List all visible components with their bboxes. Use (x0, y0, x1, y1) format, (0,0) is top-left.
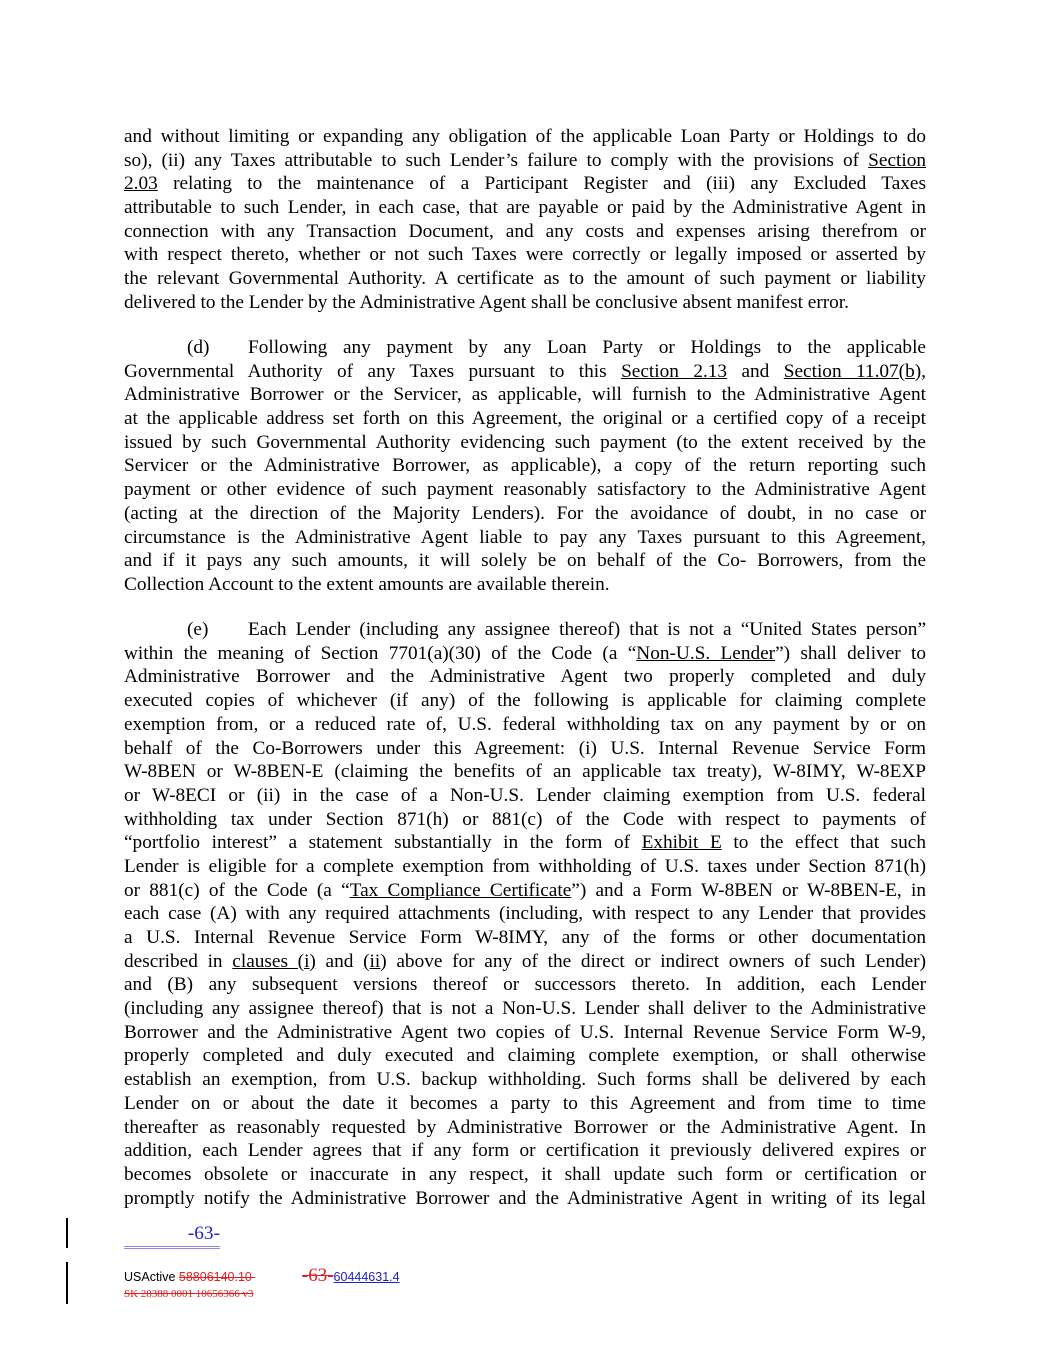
cross-reference: Tax Compliance Certificate (349, 879, 572, 901)
text-segment: the relevant Governmental Authority. A certificate as to the amount of such payment or liability (124, 268, 926, 290)
text-line (124, 1163, 926, 1187)
text-line (124, 1021, 926, 1045)
paragraph (124, 618, 926, 1210)
deleted-doc-id: 58806140.10 (178, 1270, 252, 1284)
cross-reference: Section 2.13 (621, 360, 728, 382)
text-line (124, 926, 926, 950)
text-segment: establish an exemption, from U.S. backup withholding. Such forms shall be delivered by each (124, 1069, 926, 1091)
text-segment: and (315, 950, 364, 972)
cross-reference: Section 11.07(b) (783, 360, 922, 382)
text-line (124, 1044, 926, 1068)
text-segment: delivered to the Lender by the Administrative Agent shall be conclusive absent manifest error. (124, 291, 849, 313)
text-segment: so), (ii) any Taxes attributable to such Lender’s failure to comply with the provisions of (124, 149, 869, 171)
cross-reference: (ii) (363, 950, 387, 972)
cross-reference: clauses (i) (232, 950, 316, 972)
cross-reference: 2.03 (124, 173, 158, 195)
text-line (124, 125, 926, 149)
text-segment: Lender (including any assignee thereof) that is not a “United States person” (286, 619, 926, 641)
text-line (124, 243, 926, 267)
text-segment: promptly notify the Administrative Borrower and the Administrative Agent in writing of its legal (124, 1187, 926, 1209)
text-line (124, 526, 926, 550)
text-segment: and (B) any subsequent versions thereof or successors thereto. In addition, each Lender (124, 974, 926, 996)
text-line (124, 573, 926, 597)
text-segment: Collection Account to the extent amounts are available therein. (124, 573, 610, 595)
text-line (124, 855, 926, 879)
text-segment: ”) and a Form W-8BEN or W-8BEN-E, in (571, 879, 926, 901)
text-segment: (acting at the direction of the Majority Lenders). For the avoidance of doubt, in no case or (124, 502, 926, 524)
text-line (124, 713, 926, 737)
text-line (124, 665, 926, 689)
text-segment: Following (248, 337, 328, 358)
text-segment: , (921, 360, 926, 382)
deleted-spacer (252, 1270, 302, 1284)
text-segment: each case (A) with any required attachments (including, with respect to any Lender that provides (124, 903, 926, 925)
page-number: -63- (124, 1222, 220, 1249)
text-segment: and (727, 360, 784, 382)
text-line (124, 879, 926, 903)
text-segment: relating to the maintenance of a Participant Register and (iii) any Excluded Taxes (157, 173, 926, 195)
text-line (124, 267, 926, 291)
text-segment: and without limiting or expanding any obligation of the applicable Loan Party or Holdings to do (124, 126, 926, 147)
text-line (124, 291, 926, 315)
doc-prefix: USActive (124, 1270, 179, 1284)
text-line (124, 737, 926, 761)
text-segment: properly completed and duly executed and claiming complete exemption, or shall otherwise (124, 1045, 926, 1067)
text-segment: ”) shall deliver to (775, 642, 926, 664)
text-line (124, 196, 926, 220)
footer-doc-id (124, 1265, 400, 1287)
text-line (124, 784, 926, 808)
text-line (124, 831, 926, 855)
text-segment: executed copies of whichever (if any) of the following is applicable for claiming complete (124, 690, 926, 712)
text-segment: Each (248, 619, 287, 641)
cross-reference: Non-U.S. Lender (636, 642, 776, 664)
deleted-page-number: -63- (301, 1265, 334, 1286)
change-bar (66, 1218, 68, 1248)
text-segment: attributable to such Lender, in each case, that are payable or paid by the Administrative Agent in (124, 197, 926, 219)
text-line (124, 407, 926, 431)
text-line (124, 549, 926, 573)
text-line (124, 808, 926, 832)
text-segment: to the effect that such (721, 832, 927, 854)
text-segment: circumstance is the Administrative Agent liable to pay any Taxes pursuant to this Agreement, (124, 526, 926, 548)
text-segment: Governmental Authority of any Taxes pursuant to this (124, 360, 622, 382)
text-segment: or W-8ECI or (ii) in the case of a Non-U.S. Lender claiming exemption from U.S. federal (124, 784, 926, 806)
text-segment: behalf of the Co-Borrowers under this Agreement: (i) U.S. Internal Revenue Service Form (124, 737, 926, 759)
paragraph (124, 125, 926, 315)
text-line (124, 1139, 926, 1163)
text-segment: Lender is eligible for a complete exemption from withholding of U.S. taxes under Section 871(h) (124, 855, 926, 877)
text-line (124, 336, 926, 360)
text-segment: above for any of the direct or indirect owners of such Lender) (386, 950, 926, 972)
deleted-sk-id: SK 28388 0001 10656366 v3 (124, 1288, 254, 1300)
text-line (124, 431, 926, 455)
text-segment: Lender on or about the date it becomes a party to this Agreement and from time to time (124, 1092, 926, 1114)
text-segment: and if it pays any such amounts, it will solely be on behalf of the Co- Borrowers, from the (124, 550, 926, 572)
text-segment: at the applicable address set forth on this Agreement, the original or a certified copy of a receipt (124, 408, 926, 430)
text-segment: Administrative Borrower and the Administrative Agent two properly completed and duly (124, 666, 926, 688)
text-line (124, 760, 926, 784)
text-line (124, 478, 926, 502)
cross-reference: Exhibit E (641, 832, 722, 854)
text-segment: becomes obsolete or inaccurate in any respect, it shall update such form or certification or (124, 1163, 926, 1185)
text-segment: exemption from, or a reduced rate of, U.S. federal withholding tax on any payment by or on (124, 713, 926, 735)
text-line (124, 973, 926, 997)
change-bar (66, 1262, 68, 1304)
clause-label: (d) (187, 337, 210, 358)
text-segment: Servicer or the Administrative Borrower, as applicable), a copy of the return reporting such (124, 455, 926, 477)
text-segment: Borrower and the Administrative Agent two copies of U.S. Internal Revenue Service Form W-9, (124, 1021, 926, 1043)
text-segment: payment or other evidence of such payment reasonably satisfactory to the Administrative Agent (124, 479, 926, 501)
text-segment: withholding tax under Section 871(h) or 881(c) of the Code with respect to payments of (124, 808, 926, 830)
document-body (124, 125, 926, 1232)
clause-label: (e) (187, 619, 209, 641)
text-line (124, 997, 926, 1021)
text-line (124, 689, 926, 713)
text-segment: (including any assignee thereof) that is not a Non-U.S. Lender shall deliver to the Administrative (124, 998, 926, 1020)
text-segment: issued by such Governmental Authority evidencing such payment (to the extent received by the (124, 431, 926, 453)
text-line (124, 149, 926, 173)
cross-reference: Section (868, 149, 926, 171)
text-line (124, 172, 926, 196)
inserted-doc-id: 60444631.4 (333, 1270, 400, 1284)
text-segment: described in (124, 950, 233, 972)
text-segment: with respect thereto, whether or not such Taxes were correctly or legally imposed or asserted by (124, 244, 926, 266)
text-segment: W-8BEN or W-8BEN-E (claiming the benefits of an applicable tax treaty), W-8IMY, W-8EXP (124, 761, 926, 783)
text-line (124, 502, 926, 526)
text-line (124, 220, 926, 244)
text-segment: connection with any Transaction Document, and any costs and expenses arising therefrom or (124, 220, 926, 242)
text-line (124, 1116, 926, 1140)
text-line (124, 950, 926, 974)
text-segment: within the meaning of Section 7701(a)(30) of the Code (a “ (124, 642, 637, 664)
text-line (124, 454, 926, 478)
text-segment: “portfolio interest” a statement substantially in the form of (124, 832, 642, 854)
text-line (124, 642, 926, 666)
text-line (124, 902, 926, 926)
text-line (124, 1092, 926, 1116)
text-segment: Administrative Borrower or the Servicer, as applicable, will furnish to the Administrative Agent (124, 384, 926, 406)
text-line (124, 360, 926, 384)
text-line (124, 1187, 926, 1211)
text-line (124, 618, 926, 642)
text-segment: a U.S. Internal Revenue Service Form W-8IMY, any of the forms or other documentation (124, 927, 926, 948)
text-line (124, 1068, 926, 1092)
text-line (124, 383, 926, 407)
text-segment: any payment by any Loan Party or Holdings to the applicable (327, 337, 926, 358)
text-segment: addition, each Lender agrees that if any form or certification it previously delivered expires or (124, 1140, 926, 1162)
text-segment: thereafter as reasonably requested by Administrative Borrower or the Administrative Agent. In (124, 1116, 926, 1138)
text-segment: or 881(c) of the Code (a “ (124, 879, 350, 901)
paragraph (124, 336, 926, 597)
